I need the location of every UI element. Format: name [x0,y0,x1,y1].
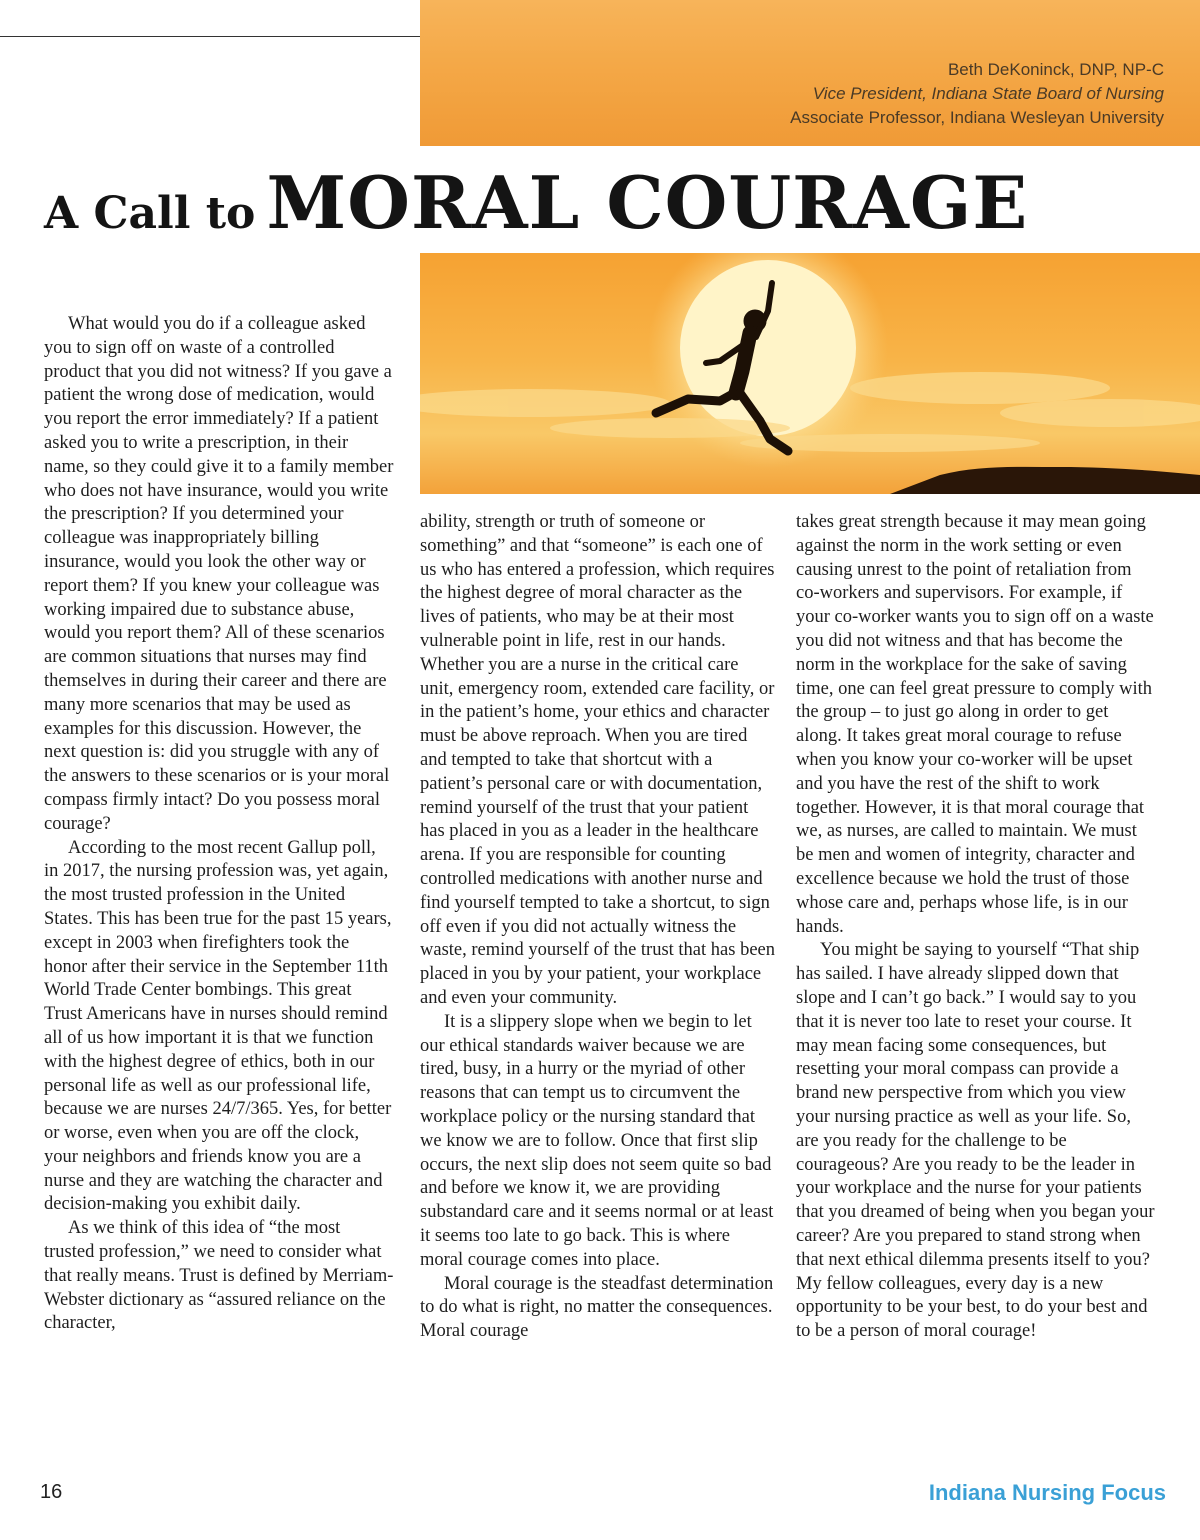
author-name: Beth DeKoninck, DNP, NP-C [947,60,1164,79]
sunset-jumper-illustration [420,253,1200,494]
paragraph: ability, strength or truth of someone or something” and that “someone” is each one of us who has entered a profession, which requires the highest degree of moral character as the lives of patients, who may be at their most vulnerable point in life, rest in our hands. Whether you are a nurse in the critical care unit, emergency room, extended care facility, or in the patient’s home, your ethics and character must be above reproach. When you are tired and tempted to take that shortcut with a patient’s personal care or with documentation, remind yourself of the trust that your patient has placed in you as a leader in the healthcare arena. If you are responsible for counting controlled medications with another nurse and find yourself tempted to take a shortcut, to sign off even if you did not actually witness the waste, remind yourself of the trust that has been placed in you by your patient, your workplace and even your community. [420,512,775,1008]
paragraph: As we think of this idea of “the most trusted profession,” we need to consider what that really means. Trust is defined by Merriam-Webster dictionary as “assured reliance on the character, [44,1218,394,1334]
title-prefix: A Call to [44,188,256,239]
article-column-3 [796,511,1156,1344]
article-column-2 [420,511,776,1344]
paragraph: Moral courage is the steadfast determination to do what is right, no matter the consequences. Moral courage [420,1273,774,1342]
sun [680,260,856,436]
paragraph: takes great strength because it may mean going against the norm in the work setting or even causing unrest to the point of retaliation from co-workers and supervisors. For example, if your co-worker wants you to sign off on a waste you did not witness and that has become the norm in the workplace for the sake of saving time, one can feel great pressure to comply with the group – to just go along in order to get along. It takes great moral courage to refuse when you know your co-worker will be upset and you have the rest of the shift to work together. However, it is that moral courage that we, as nurses, are called to maintain. We must be men and women of integrity, character and excellence because we hold the trust of those whose care and, perhaps whose life, is in our hands. [796,512,1154,937]
title-main: MORAL COURAGE [266,160,1029,245]
paragraph: What would you do if a colleague asked you to sign off on waste of a controlled product that you did not witness? If you gave a patient the wrong dose of medication, would you report the error immediately? If a patient asked you to write a prescription, in their name, so they could give it to a family member who does not have insurance, would you write the prescription? If you determined your colleague was inappropriately billing insurance, would you look the other way or report them? If you knew your colleague was working impaired due to substance abuse, would you report them? All of these scenarios are common situations that nurses may find themselves in during their career and there are many more scenarios that may be used as examples for this discussion. However, the next question is: did you struggle with any of the answers to these scenarios or is your moral compass firmly intact? Do you possess moral courage? [44,314,394,834]
hero-image [420,253,1200,494]
author-byline [790,58,1164,130]
paragraph: It is a slippery slope when we begin to let our ethical standards waiver because we are tired, busy, in a hurry or the myriad of other reasons that can tempt us to circumvent the workplace policy or the nursing standard that we know we are to follow. Once that first slip occurs, the next slip does not seem quite so bad and before we know it, we are providing substandard care and it seems normal or at least it seems too late to go back. This is where moral courage comes into place. [420,1011,774,1270]
author-role-primary: Vice President, Indiana State Board of Nursing [812,84,1164,103]
author-role-secondary: Associate Professor, Indiana Wesleyan University [790,108,1164,127]
paragraph: You might be saying to yourself “That ship has sailed. I have already slipped down that slope and I can’t go back.” I would say to you that it is never too late to reset your course. It may mean facing some consequences, but resetting your moral compass can provide a brand new perspective from which you view your nursing practice as well as your life. So, are you ready for the challenge to be courageous? Are you ready to be the leader in your workplace and the nurse for your patients that you dreamed of being when you began your career? Are you prepared to stand strong when that next ethical dilemma presents itself to you? My fellow colleagues, every day is a new opportunity to be your best, to do your best and to be a person of moral courage! [796,940,1155,1342]
article-title [44,160,1028,245]
page-number: 16 [40,1481,63,1503]
publication-name: Indiana Nursing Focus [928,1480,1166,1505]
article-column-1 [44,313,394,1336]
paragraph: According to the most recent Gallup poll, in 2017, the nursing profession was, yet again, the most trusted profession in the United States. This has been true for the past 15 years, except in 2003 when firefighters took the honor after their service in the September 11th World Trade Center bombings. This great Trust Americans have in nurses should remind all of us how important it is that we function with the highest degree of ethics, both in our personal life as well as our professional life, because we are nurses 24/7/365. Yes, for better or worse, even when you are off the clock, your neighbors and friends know you are a nurse and they are watching the character and decision-making you exhibit daily. [44,837,392,1215]
author-banner [420,0,1200,146]
